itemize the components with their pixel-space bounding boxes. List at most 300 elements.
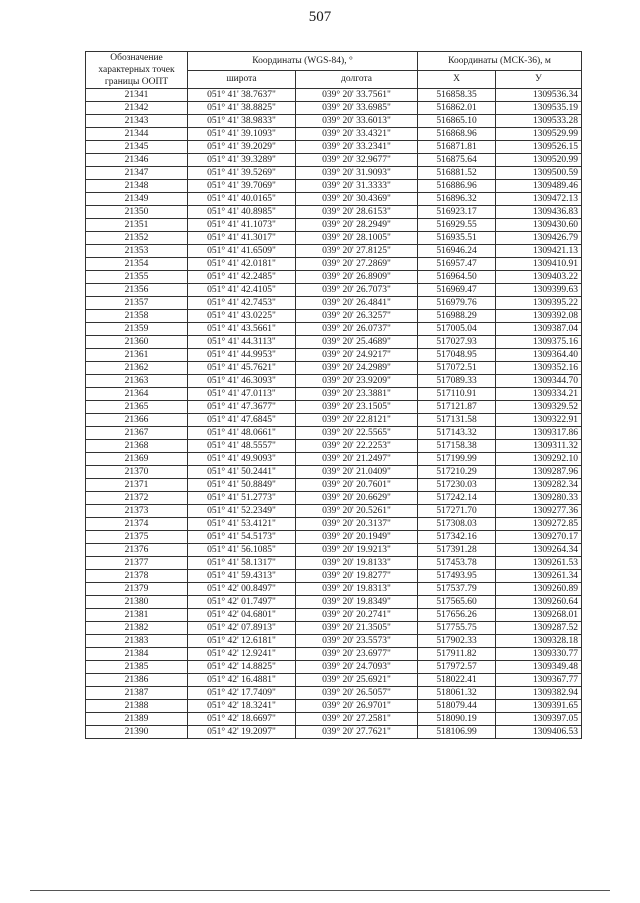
table-header	[86, 52, 582, 89]
y-coordinate-cell: 1309261.34	[496, 570, 582, 583]
latitude-cell: 051° 41' 40.0165"	[188, 193, 296, 206]
table-row	[86, 167, 582, 180]
x-coordinate-cell: 516964.50	[418, 271, 496, 284]
table-row	[86, 180, 582, 193]
x-coordinate-cell: 518061.32	[418, 687, 496, 700]
longitude-cell: 039° 20' 26.5057"	[296, 687, 418, 700]
longitude-cell: 039° 20' 25.6921"	[296, 674, 418, 687]
y-coordinate-cell: 1309397.05	[496, 713, 582, 726]
latitude-cell: 051° 41' 42.7453"	[188, 297, 296, 310]
longitude-cell: 039° 20' 23.9209"	[296, 375, 418, 388]
x-coordinate-cell: 516935.51	[418, 232, 496, 245]
latitude-cell: 051° 42' 00.8497"	[188, 583, 296, 596]
table-row	[86, 388, 582, 401]
y-coordinate-cell: 1309330.77	[496, 648, 582, 661]
longitude-cell: 039° 20' 27.7621"	[296, 726, 418, 739]
point-id-cell: 21342	[86, 102, 188, 115]
point-id-cell: 21375	[86, 531, 188, 544]
latitude-cell: 051° 41' 50.8849"	[188, 479, 296, 492]
x-coordinate-cell: 517199.99	[418, 453, 496, 466]
x-coordinate-cell: 517089.33	[418, 375, 496, 388]
point-id-cell: 21341	[86, 89, 188, 102]
table-row	[86, 219, 582, 232]
longitude-cell: 039° 20' 28.1005"	[296, 232, 418, 245]
table-row	[86, 505, 582, 518]
latitude-cell: 051° 41' 47.0113"	[188, 388, 296, 401]
y-coordinate-cell: 1309268.01	[496, 609, 582, 622]
table-row	[86, 362, 582, 375]
y-coordinate-cell: 1309536.34	[496, 89, 582, 102]
y-coordinate-cell: 1309382.94	[496, 687, 582, 700]
latitude-cell: 051° 41' 52.2349"	[188, 505, 296, 518]
longitude-cell: 039° 20' 33.6985"	[296, 102, 418, 115]
x-coordinate-cell: 517755.75	[418, 622, 496, 635]
x-coordinate-cell: 516957.47	[418, 258, 496, 271]
table-row	[86, 661, 582, 674]
longitude-cell: 039° 20' 26.8909"	[296, 271, 418, 284]
y-coordinate-cell: 1309287.52	[496, 622, 582, 635]
longitude-cell: 039° 20' 19.8133"	[296, 557, 418, 570]
longitude-cell: 039° 20' 20.1949"	[296, 531, 418, 544]
header-wgs84: Координаты (WGS-84), °	[188, 52, 418, 71]
latitude-cell: 051° 41' 53.4121"	[188, 518, 296, 531]
point-id-cell: 21374	[86, 518, 188, 531]
x-coordinate-cell: 516862.01	[418, 102, 496, 115]
table-row	[86, 596, 582, 609]
header-latitude: широта	[188, 70, 296, 89]
latitude-cell: 051° 41' 38.9833"	[188, 115, 296, 128]
x-coordinate-cell: 517537.79	[418, 583, 496, 596]
latitude-cell: 051° 42' 17.7409"	[188, 687, 296, 700]
table-row	[86, 258, 582, 271]
y-coordinate-cell: 1309426.79	[496, 232, 582, 245]
table-row	[86, 284, 582, 297]
y-coordinate-cell: 1309329.52	[496, 401, 582, 414]
y-coordinate-cell: 1309367.77	[496, 674, 582, 687]
latitude-cell: 051° 41' 42.0181"	[188, 258, 296, 271]
x-coordinate-cell: 517158.38	[418, 440, 496, 453]
point-id-cell: 21345	[86, 141, 188, 154]
x-coordinate-cell: 517230.03	[418, 479, 496, 492]
point-id-cell: 21381	[86, 609, 188, 622]
table-row	[86, 440, 582, 453]
x-coordinate-cell: 517565.60	[418, 596, 496, 609]
x-coordinate-cell: 518022.41	[418, 674, 496, 687]
y-coordinate-cell: 1309317.86	[496, 427, 582, 440]
point-id-cell: 21364	[86, 388, 188, 401]
longitude-cell: 039° 20' 26.0737"	[296, 323, 418, 336]
point-id-cell: 21347	[86, 167, 188, 180]
x-coordinate-cell: 517342.16	[418, 531, 496, 544]
latitude-cell: 051° 41' 47.6845"	[188, 414, 296, 427]
x-coordinate-cell: 517902.33	[418, 635, 496, 648]
x-coordinate-cell: 517453.78	[418, 557, 496, 570]
latitude-cell: 051° 42' 12.6181"	[188, 635, 296, 648]
point-id-cell: 21377	[86, 557, 188, 570]
y-coordinate-cell: 1309282.34	[496, 479, 582, 492]
table-row	[86, 518, 582, 531]
point-id-cell: 21363	[86, 375, 188, 388]
point-id-cell: 21361	[86, 349, 188, 362]
y-coordinate-cell: 1309322.91	[496, 414, 582, 427]
table-row	[86, 102, 582, 115]
point-id-cell: 21355	[86, 271, 188, 284]
table-row	[86, 375, 582, 388]
latitude-cell: 051° 41' 38.8825"	[188, 102, 296, 115]
point-id-cell: 21360	[86, 336, 188, 349]
point-id-cell: 21388	[86, 700, 188, 713]
latitude-cell: 051° 42' 16.4881"	[188, 674, 296, 687]
y-coordinate-cell: 1309472.13	[496, 193, 582, 206]
longitude-cell: 039° 20' 26.9701"	[296, 700, 418, 713]
x-coordinate-cell: 516988.29	[418, 310, 496, 323]
point-id-cell: 21369	[86, 453, 188, 466]
x-coordinate-cell: 518090.19	[418, 713, 496, 726]
point-id-cell: 21358	[86, 310, 188, 323]
latitude-cell: 051° 42' 04.6801"	[188, 609, 296, 622]
y-coordinate-cell: 1309410.91	[496, 258, 582, 271]
x-coordinate-cell: 516881.52	[418, 167, 496, 180]
longitude-cell: 039° 20' 20.6629"	[296, 492, 418, 505]
x-coordinate-cell: 516896.32	[418, 193, 496, 206]
x-coordinate-cell: 516875.64	[418, 154, 496, 167]
point-id-cell: 21353	[86, 245, 188, 258]
table-row	[86, 310, 582, 323]
header-designation: Обозначение характерных точек границы ООПТ	[86, 52, 188, 89]
x-coordinate-cell: 518106.99	[418, 726, 496, 739]
x-coordinate-cell: 517121.87	[418, 401, 496, 414]
latitude-cell: 051° 41' 40.8985"	[188, 206, 296, 219]
point-id-cell: 21372	[86, 492, 188, 505]
longitude-cell: 039° 20' 24.7093"	[296, 661, 418, 674]
longitude-cell: 039° 20' 19.8349"	[296, 596, 418, 609]
x-coordinate-cell: 516969.47	[418, 284, 496, 297]
longitude-cell: 039° 20' 21.3505"	[296, 622, 418, 635]
y-coordinate-cell: 1309489.46	[496, 180, 582, 193]
point-id-cell: 21383	[86, 635, 188, 648]
point-id-cell: 21352	[86, 232, 188, 245]
x-coordinate-cell: 517143.32	[418, 427, 496, 440]
latitude-cell: 051° 41' 48.5557"	[188, 440, 296, 453]
table-row	[86, 401, 582, 414]
longitude-cell: 039° 20' 22.5565"	[296, 427, 418, 440]
latitude-cell: 051° 41' 58.1317"	[188, 557, 296, 570]
longitude-cell: 039° 20' 26.7073"	[296, 284, 418, 297]
longitude-cell: 039° 20' 30.4369"	[296, 193, 418, 206]
y-coordinate-cell: 1309526.15	[496, 141, 582, 154]
latitude-cell: 051° 41' 39.2029"	[188, 141, 296, 154]
point-id-cell: 21359	[86, 323, 188, 336]
table-row	[86, 128, 582, 141]
point-id-cell: 21368	[86, 440, 188, 453]
x-coordinate-cell: 517271.70	[418, 505, 496, 518]
table-row	[86, 583, 582, 596]
header-y: У	[496, 70, 582, 89]
header-msk36: Координаты (МСК-36), м	[418, 52, 582, 71]
point-id-cell: 21376	[86, 544, 188, 557]
y-coordinate-cell: 1309399.63	[496, 284, 582, 297]
point-id-cell: 21350	[86, 206, 188, 219]
longitude-cell: 039° 20' 33.4321"	[296, 128, 418, 141]
y-coordinate-cell: 1309287.96	[496, 466, 582, 479]
point-id-cell: 21373	[86, 505, 188, 518]
table-row	[86, 193, 582, 206]
point-id-cell: 21382	[86, 622, 188, 635]
latitude-cell: 051° 42' 01.7497"	[188, 596, 296, 609]
longitude-cell: 039° 20' 28.2949"	[296, 219, 418, 232]
point-id-cell: 21349	[86, 193, 188, 206]
point-id-cell: 21365	[86, 401, 188, 414]
table-row	[86, 674, 582, 687]
longitude-cell: 039° 20' 23.6977"	[296, 648, 418, 661]
longitude-cell: 039° 20' 19.8277"	[296, 570, 418, 583]
latitude-cell: 051° 41' 38.7637"	[188, 89, 296, 102]
latitude-cell: 051° 41' 43.5661"	[188, 323, 296, 336]
latitude-cell: 051° 42' 18.6697"	[188, 713, 296, 726]
x-coordinate-cell: 517308.03	[418, 518, 496, 531]
point-id-cell: 21385	[86, 661, 188, 674]
y-coordinate-cell: 1309533.28	[496, 115, 582, 128]
table-row	[86, 466, 582, 479]
table-row	[86, 154, 582, 167]
x-coordinate-cell: 516946.24	[418, 245, 496, 258]
point-id-cell: 21354	[86, 258, 188, 271]
y-coordinate-cell: 1309272.85	[496, 518, 582, 531]
x-coordinate-cell: 516923.17	[418, 206, 496, 219]
latitude-cell: 051° 41' 39.3289"	[188, 154, 296, 167]
latitude-cell: 051° 41' 50.2441"	[188, 466, 296, 479]
latitude-cell: 051° 41' 48.0661"	[188, 427, 296, 440]
latitude-cell: 051° 41' 51.2773"	[188, 492, 296, 505]
point-id-cell: 21357	[86, 297, 188, 310]
latitude-cell: 051° 41' 43.0225"	[188, 310, 296, 323]
latitude-cell: 051° 41' 46.3093"	[188, 375, 296, 388]
latitude-cell: 051° 41' 56.1085"	[188, 544, 296, 557]
y-coordinate-cell: 1309529.99	[496, 128, 582, 141]
longitude-cell: 039° 20' 26.4841"	[296, 297, 418, 310]
table-row	[86, 531, 582, 544]
latitude-cell: 051° 42' 19.2097"	[188, 726, 296, 739]
point-id-cell: 21380	[86, 596, 188, 609]
longitude-cell: 039° 20' 24.2989"	[296, 362, 418, 375]
x-coordinate-cell: 516858.35	[418, 89, 496, 102]
latitude-cell: 051° 41' 44.3113"	[188, 336, 296, 349]
latitude-cell: 051° 41' 45.7621"	[188, 362, 296, 375]
longitude-cell: 039° 20' 27.2581"	[296, 713, 418, 726]
header-x: X	[418, 70, 496, 89]
longitude-cell: 039° 20' 31.9093"	[296, 167, 418, 180]
x-coordinate-cell: 517911.82	[418, 648, 496, 661]
table-row	[86, 713, 582, 726]
y-coordinate-cell: 1309292.10	[496, 453, 582, 466]
table-row	[86, 700, 582, 713]
table-row	[86, 453, 582, 466]
latitude-cell: 051° 41' 47.3677"	[188, 401, 296, 414]
x-coordinate-cell: 516868.96	[418, 128, 496, 141]
x-coordinate-cell: 517210.29	[418, 466, 496, 479]
latitude-cell: 051° 42' 14.8825"	[188, 661, 296, 674]
page-number: 507	[308, 9, 332, 25]
table-row	[86, 297, 582, 310]
latitude-cell: 051° 41' 54.5173"	[188, 531, 296, 544]
table-row	[86, 245, 582, 258]
latitude-cell: 051° 41' 39.1093"	[188, 128, 296, 141]
y-coordinate-cell: 1309270.17	[496, 531, 582, 544]
x-coordinate-cell: 517493.95	[418, 570, 496, 583]
table-row	[86, 479, 582, 492]
table-row	[86, 570, 582, 583]
latitude-cell: 051° 41' 39.5269"	[188, 167, 296, 180]
x-coordinate-cell: 517656.26	[418, 609, 496, 622]
longitude-cell: 039° 20' 24.9217"	[296, 349, 418, 362]
latitude-cell: 051° 41' 41.6509"	[188, 245, 296, 258]
x-coordinate-cell: 516871.81	[418, 141, 496, 154]
longitude-cell: 039° 20' 27.8125"	[296, 245, 418, 258]
latitude-cell: 051° 41' 59.4313"	[188, 570, 296, 583]
longitude-cell: 039° 20' 19.9213"	[296, 544, 418, 557]
y-coordinate-cell: 1309520.99	[496, 154, 582, 167]
x-coordinate-cell: 517027.93	[418, 336, 496, 349]
longitude-cell: 039° 20' 21.2497"	[296, 453, 418, 466]
latitude-cell: 051° 41' 39.7069"	[188, 180, 296, 193]
longitude-cell: 039° 20' 23.5573"	[296, 635, 418, 648]
table-row	[86, 635, 582, 648]
table-row	[86, 557, 582, 570]
longitude-cell: 039° 20' 31.3333"	[296, 180, 418, 193]
y-coordinate-cell: 1309277.36	[496, 505, 582, 518]
table-row	[86, 349, 582, 362]
table-row	[86, 427, 582, 440]
longitude-cell: 039° 20' 19.8313"	[296, 583, 418, 596]
coordinates-table	[85, 51, 582, 739]
point-id-cell: 21343	[86, 115, 188, 128]
x-coordinate-cell: 516886.96	[418, 180, 496, 193]
table-row	[86, 206, 582, 219]
x-coordinate-cell: 516865.10	[418, 115, 496, 128]
table-body	[86, 89, 582, 739]
table-row	[86, 336, 582, 349]
y-coordinate-cell: 1309260.64	[496, 596, 582, 609]
longitude-cell: 039° 20' 20.3137"	[296, 518, 418, 531]
point-id-cell: 21362	[86, 362, 188, 375]
table-row	[86, 115, 582, 128]
x-coordinate-cell: 517048.95	[418, 349, 496, 362]
longitude-cell: 039° 20' 33.7561"	[296, 89, 418, 102]
x-coordinate-cell: 517391.28	[418, 544, 496, 557]
point-id-cell: 21367	[86, 427, 188, 440]
latitude-cell: 051° 41' 41.1073"	[188, 219, 296, 232]
longitude-cell: 039° 20' 25.4689"	[296, 336, 418, 349]
y-coordinate-cell: 1309364.40	[496, 349, 582, 362]
table-row	[86, 323, 582, 336]
longitude-cell: 039° 20' 33.2341"	[296, 141, 418, 154]
point-id-cell: 21378	[86, 570, 188, 583]
longitude-cell: 039° 20' 22.8121"	[296, 414, 418, 427]
x-coordinate-cell: 517972.57	[418, 661, 496, 674]
point-id-cell: 21390	[86, 726, 188, 739]
latitude-cell: 051° 41' 42.2485"	[188, 271, 296, 284]
x-coordinate-cell: 518079.44	[418, 700, 496, 713]
x-coordinate-cell: 517131.58	[418, 414, 496, 427]
y-coordinate-cell: 1309430.60	[496, 219, 582, 232]
y-coordinate-cell: 1309403.22	[496, 271, 582, 284]
table-row	[86, 414, 582, 427]
y-coordinate-cell: 1309261.53	[496, 557, 582, 570]
header-longitude: долгота	[296, 70, 418, 89]
longitude-cell: 039° 20' 22.2253"	[296, 440, 418, 453]
point-id-cell: 21379	[86, 583, 188, 596]
x-coordinate-cell: 517005.04	[418, 323, 496, 336]
y-coordinate-cell: 1309260.89	[496, 583, 582, 596]
table-row	[86, 648, 582, 661]
table-row	[86, 687, 582, 700]
point-id-cell: 21387	[86, 687, 188, 700]
y-coordinate-cell: 1309264.34	[496, 544, 582, 557]
y-coordinate-cell: 1309349.48	[496, 661, 582, 674]
point-id-cell: 21389	[86, 713, 188, 726]
x-coordinate-cell: 516979.76	[418, 297, 496, 310]
table-row	[86, 232, 582, 245]
longitude-cell: 039° 20' 23.3881"	[296, 388, 418, 401]
table-row	[86, 271, 582, 284]
longitude-cell: 039° 20' 27.2869"	[296, 258, 418, 271]
table-row	[86, 544, 582, 557]
longitude-cell: 039° 20' 20.5261"	[296, 505, 418, 518]
longitude-cell: 039° 20' 20.2741"	[296, 609, 418, 622]
y-coordinate-cell: 1309392.08	[496, 310, 582, 323]
y-coordinate-cell: 1309500.59	[496, 167, 582, 180]
longitude-cell: 039° 20' 28.6153"	[296, 206, 418, 219]
table-row	[86, 89, 582, 102]
y-coordinate-cell: 1309328.18	[496, 635, 582, 648]
x-coordinate-cell: 517110.91	[418, 388, 496, 401]
point-id-cell: 21370	[86, 466, 188, 479]
y-coordinate-cell: 1309352.16	[496, 362, 582, 375]
latitude-cell: 051° 41' 42.4105"	[188, 284, 296, 297]
y-coordinate-cell: 1309395.22	[496, 297, 582, 310]
y-coordinate-cell: 1309421.13	[496, 245, 582, 258]
longitude-cell: 039° 20' 21.0409"	[296, 466, 418, 479]
point-id-cell: 21346	[86, 154, 188, 167]
y-coordinate-cell: 1309391.65	[496, 700, 582, 713]
x-coordinate-cell: 517242.14	[418, 492, 496, 505]
latitude-cell: 051° 41' 44.9953"	[188, 349, 296, 362]
y-coordinate-cell: 1309280.33	[496, 492, 582, 505]
y-coordinate-cell: 1309406.53	[496, 726, 582, 739]
x-coordinate-cell: 517072.51	[418, 362, 496, 375]
point-id-cell: 21384	[86, 648, 188, 661]
point-id-cell: 21348	[86, 180, 188, 193]
latitude-cell: 051° 41' 49.9093"	[188, 453, 296, 466]
y-coordinate-cell: 1309334.21	[496, 388, 582, 401]
point-id-cell: 21371	[86, 479, 188, 492]
latitude-cell: 051° 41' 41.3017"	[188, 232, 296, 245]
point-id-cell: 21386	[86, 674, 188, 687]
table-row	[86, 726, 582, 739]
longitude-cell: 039° 20' 23.1505"	[296, 401, 418, 414]
y-coordinate-cell: 1309387.04	[496, 323, 582, 336]
point-id-cell: 21344	[86, 128, 188, 141]
table-row	[86, 492, 582, 505]
x-coordinate-cell: 516929.55	[418, 219, 496, 232]
latitude-cell: 051° 42' 07.8913"	[188, 622, 296, 635]
y-coordinate-cell: 1309436.83	[496, 206, 582, 219]
longitude-cell: 039° 20' 33.6013"	[296, 115, 418, 128]
y-coordinate-cell: 1309344.70	[496, 375, 582, 388]
table-row	[86, 141, 582, 154]
latitude-cell: 051° 42' 12.9241"	[188, 648, 296, 661]
footer-divider	[30, 890, 610, 891]
